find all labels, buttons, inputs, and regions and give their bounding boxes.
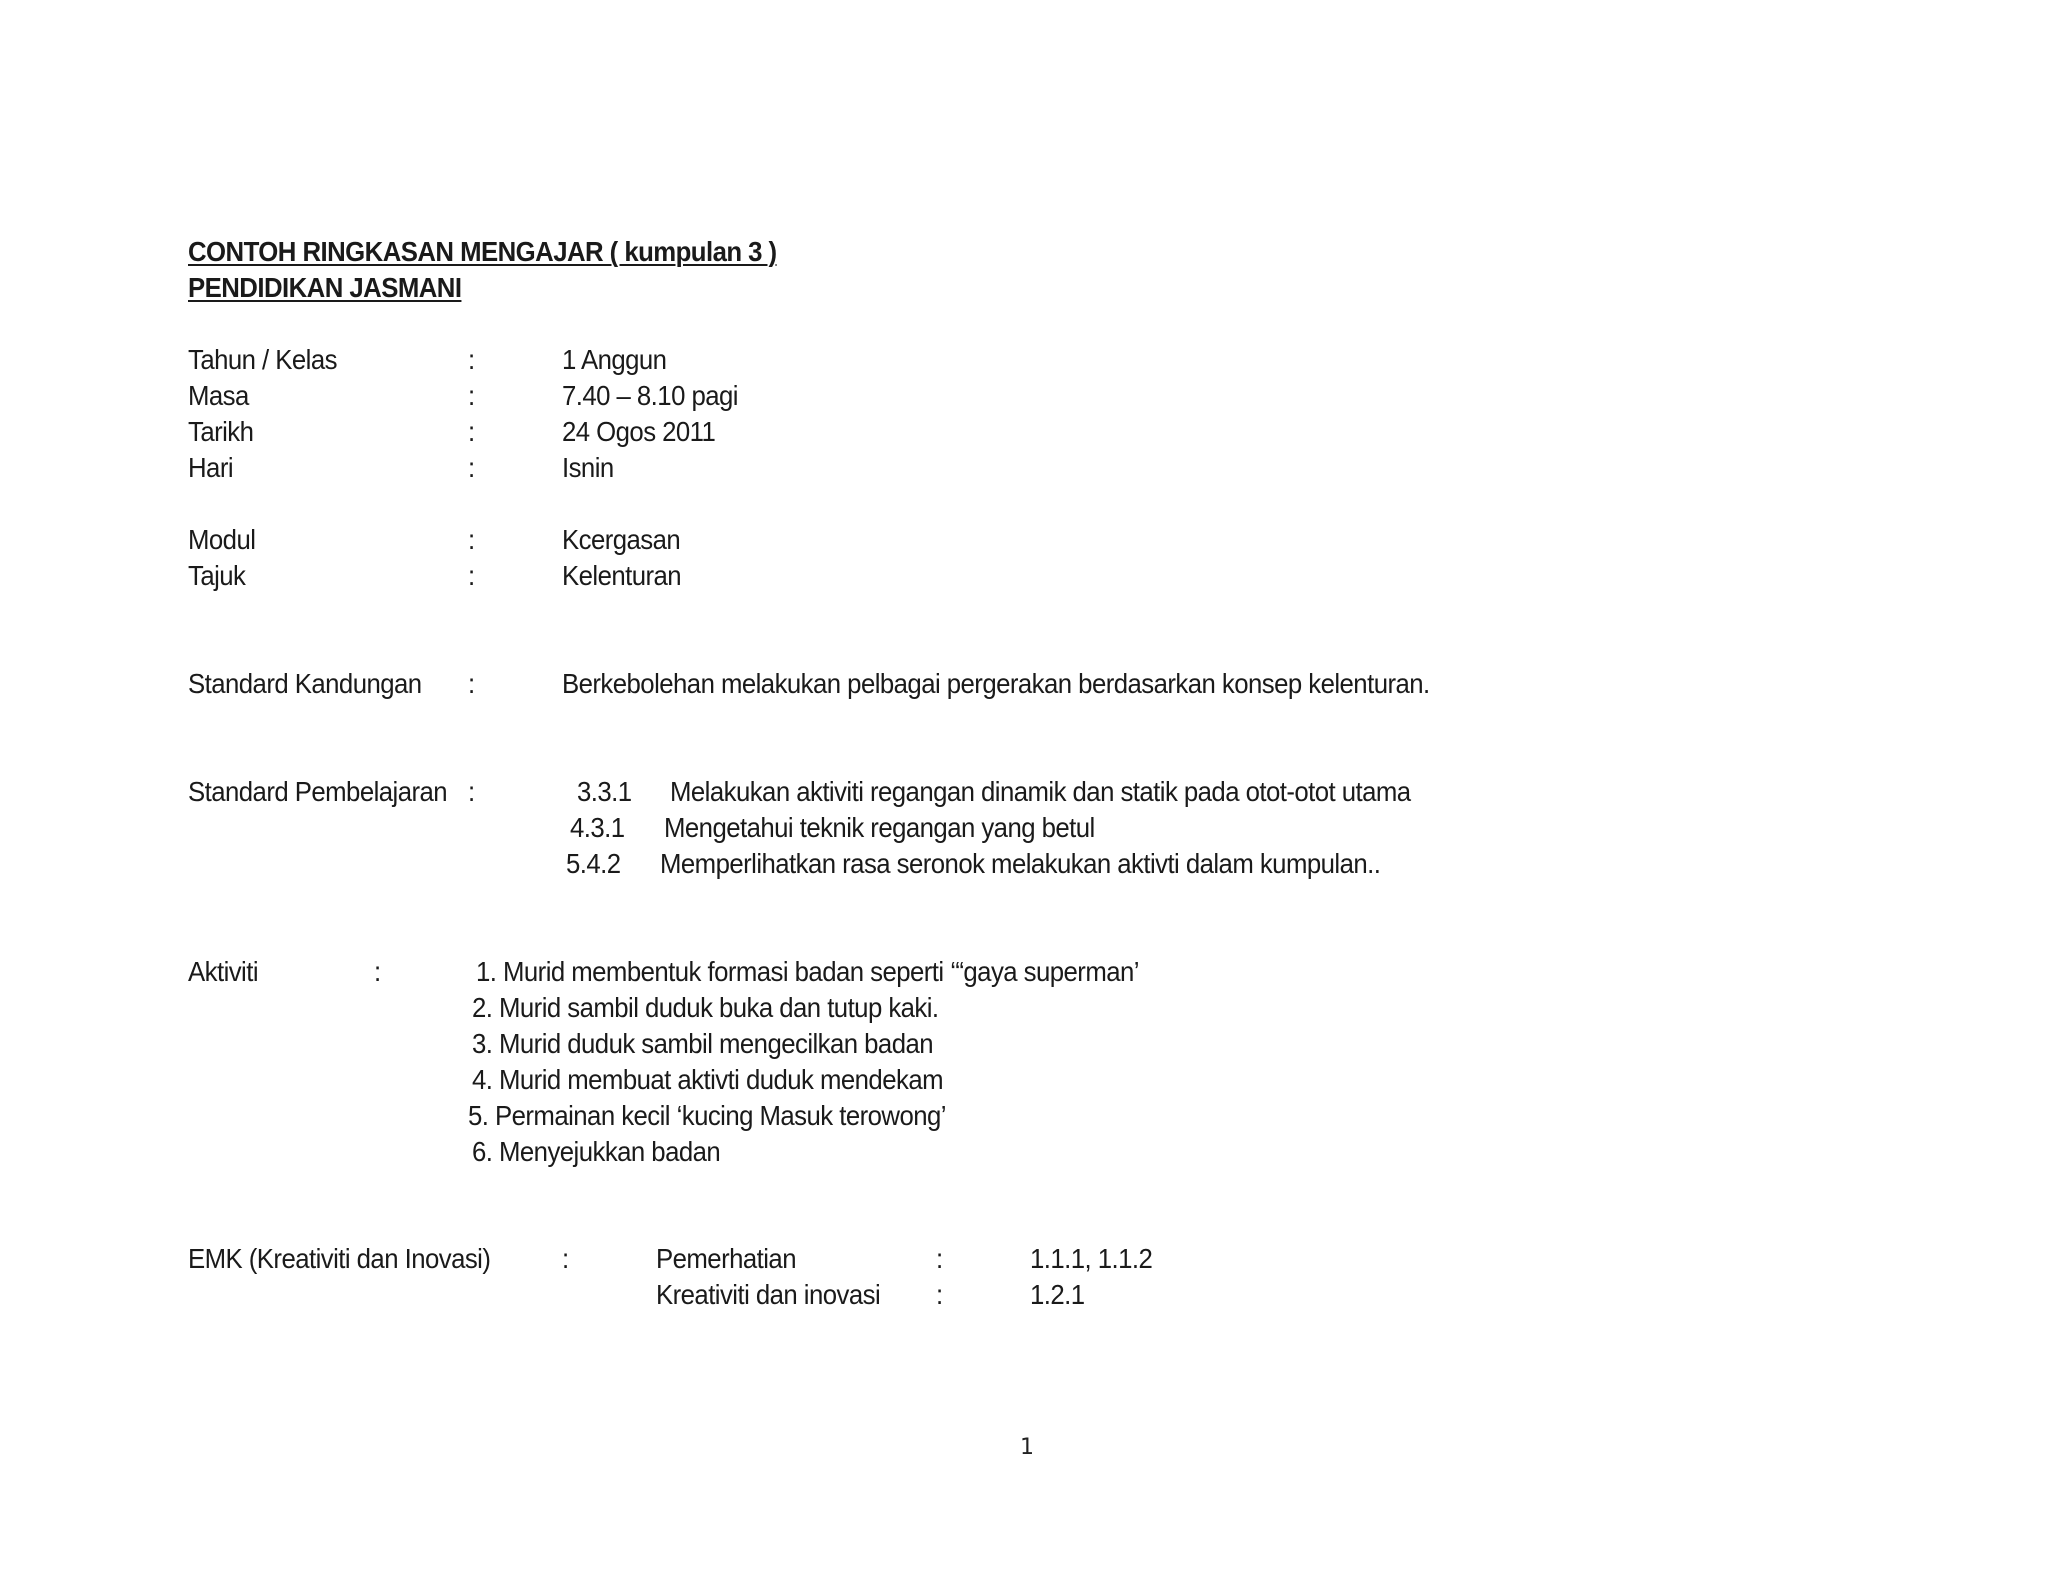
standard-pembelajaran-colon: : xyxy=(468,776,475,807)
info-label-tarikh: Tarikh xyxy=(188,416,254,447)
module-colon: : xyxy=(468,560,475,591)
info-label-masa: Masa xyxy=(188,380,249,411)
info-colon: : xyxy=(468,380,475,411)
sp-text: Melakukan aktiviti regangan dinamik dan statik pada otot-otot utama xyxy=(670,776,1411,807)
info-value-hari: Isnin xyxy=(562,452,614,483)
module-colon: : xyxy=(468,524,475,555)
info-value-tarikh: 24 Ogos 2011 xyxy=(562,416,716,447)
aktiviti-colon: : xyxy=(374,956,381,987)
module-value-modul: Kcergasan xyxy=(562,524,681,555)
emk-label: EMK (Kreativiti dan Inovasi) xyxy=(188,1243,491,1274)
info-colon: : xyxy=(468,416,475,447)
sp-code: 3.3.1 xyxy=(577,776,632,807)
module-value-tajuk: Kelenturan xyxy=(562,560,682,591)
aktiviti-item: 6. Menyejukkan badan xyxy=(472,1136,721,1167)
emk-row-value: 1.2.1 xyxy=(1030,1279,1085,1310)
aktiviti-item: 5. Permainan kecil ‘kucing Masuk terowong’ xyxy=(468,1100,946,1131)
emk-row-colon: : xyxy=(936,1279,943,1310)
standard-kandungan-value: Berkebolehan melakukan pelbagai pergerakan berdasarkan konsep kelenturan. xyxy=(562,668,1430,699)
standard-kandungan-label: Standard Kandungan xyxy=(188,668,422,699)
aktiviti-item: 3. Murid duduk sambil mengecilkan badan xyxy=(472,1028,934,1059)
subject-title: PENDIDIKAN JASMANI xyxy=(188,272,462,303)
emk-row-value: 1.1.1, 1.1.2 xyxy=(1030,1243,1153,1274)
document-title: CONTOH RINGKASAN MENGAJAR ( kumpulan 3 ) xyxy=(188,236,777,267)
standard-pembelajaran-label: Standard Pembelajaran xyxy=(188,776,448,807)
module-label-tajuk: Tajuk xyxy=(188,560,246,591)
emk-row-name: Kreativiti dan inovasi xyxy=(656,1279,881,1310)
info-label-tahun-kelas: Tahun / Kelas xyxy=(188,344,337,375)
module-label-modul: Modul xyxy=(188,524,256,555)
aktiviti-item: 2. Murid sambil duduk buka dan tutup kaki. xyxy=(472,992,939,1023)
sp-code: 4.3.1 xyxy=(570,812,625,843)
aktiviti-label: Aktiviti xyxy=(188,956,259,987)
sp-code: 5.4.2 xyxy=(566,848,621,879)
info-label-hari: Hari xyxy=(188,452,234,483)
standard-kandungan-colon: : xyxy=(468,668,475,699)
info-value-masa: 7.40 – 8.10 pagi xyxy=(562,380,738,411)
emk-colon: : xyxy=(562,1243,569,1274)
page-number: 1 xyxy=(1020,1435,1034,1460)
emk-row-colon: : xyxy=(936,1243,943,1274)
info-value-tahun-kelas: 1 Anggun xyxy=(562,344,667,375)
aktiviti-item: 1. Murid membentuk formasi badan seperti ‘“gaya superman’ xyxy=(476,956,1139,987)
aktiviti-item: 4. Murid membuat aktivti duduk mendekam xyxy=(472,1064,943,1095)
info-colon: : xyxy=(468,344,475,375)
emk-row-name: Pemerhatian xyxy=(656,1243,796,1274)
info-colon: : xyxy=(468,452,475,483)
sp-text: Mengetahui teknik regangan yang betul xyxy=(664,812,1095,843)
sp-text: Memperlihatkan rasa seronok melakukan aktivti dalam kumpulan.. xyxy=(660,848,1381,879)
